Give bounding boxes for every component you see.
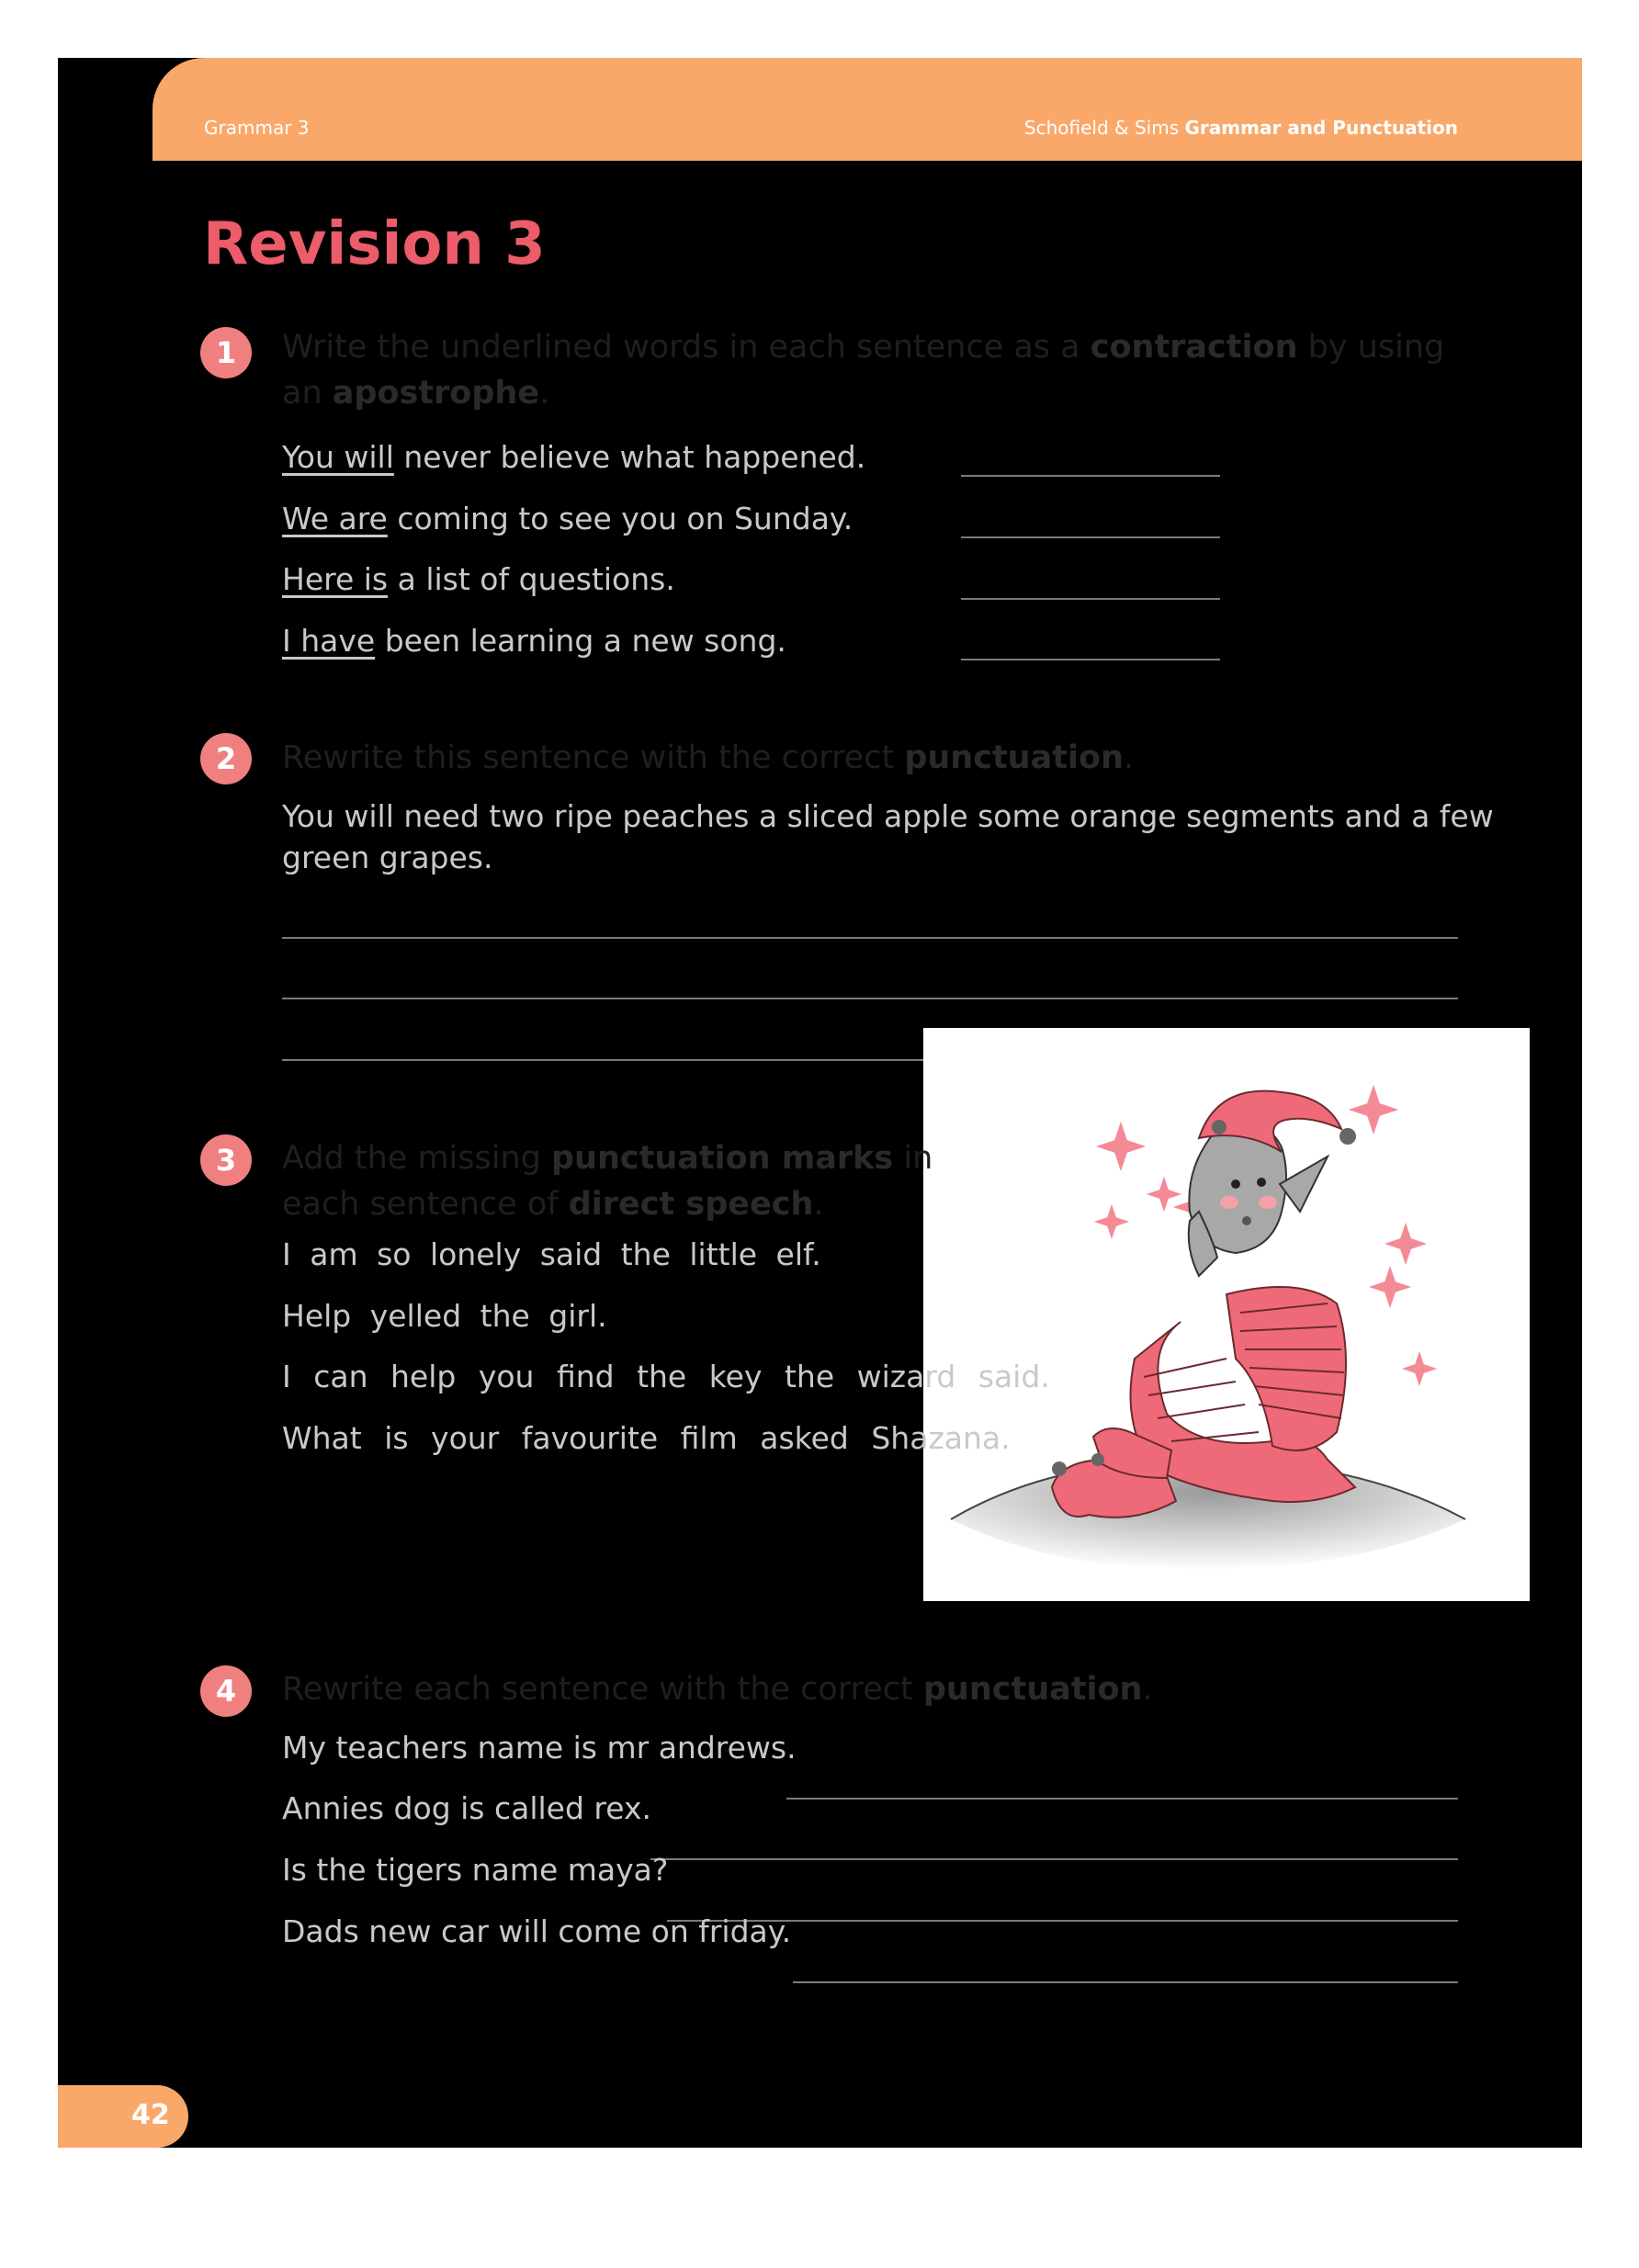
worksheet-page — [58, 58, 1582, 2148]
elf-icon — [923, 1028, 1530, 1601]
q4-answer-line-2[interactable] — [650, 1858, 1458, 1860]
question-3-instruction: Add the missing punctuation marks in each sentence of direct speech. — [282, 1140, 933, 1223]
q2-answer-line-1[interactable] — [282, 937, 1458, 939]
q2-answer-line-2[interactable] — [282, 998, 1458, 999]
header-bar — [153, 58, 1582, 161]
question-number-1: 1 — [200, 327, 252, 378]
question-number-2: 2 — [200, 733, 252, 784]
header-subject: Grammar 3 — [204, 117, 310, 139]
question-1-instruction: Write the underlined words in each sentence as a contraction by using an apostrophe. — [282, 329, 1445, 412]
q1-sentence-2: We are coming to see you on Sunday. — [282, 501, 853, 536]
q1-answer-line-2[interactable] — [961, 536, 1220, 538]
q4-answer-line-4[interactable] — [793, 1981, 1458, 1983]
q1-answer-line-1[interactable] — [961, 475, 1220, 477]
page-title: Revision 3 — [203, 210, 546, 278]
q1-sentence-4: I have been learning a new song. — [282, 623, 786, 659]
q3-sentence-3: I can help you find the key the wizard said. — [282, 1359, 1050, 1394]
elf-illustration — [923, 1028, 1530, 1601]
q1-answer-line-4[interactable] — [961, 659, 1220, 660]
question-4-instruction: Rewrite each sentence with the correct punctuation. — [282, 1671, 1153, 1708]
q1-sentence-1: You will never believe what happened. — [282, 439, 866, 475]
q4-sentence-4: Dads new car will come on friday. — [282, 1913, 792, 1949]
q3-sentence-2: Help yelled the girl. — [282, 1298, 607, 1334]
header-publisher: Schofield & Sims Grammar and Punctuation — [1023, 117, 1458, 139]
q3-sentence-1: I am so lonely said the little elf. — [282, 1236, 821, 1272]
question-number-3: 3 — [200, 1134, 252, 1186]
q3-sentence-4: What is your favourite film asked Shazana. — [282, 1420, 1011, 1456]
q4-sentence-1: My teachers name is mr andrews. — [282, 1730, 797, 1766]
q4-sentence-3: Is the tigers name maya? — [282, 1852, 669, 1888]
question-number-4: 4 — [200, 1665, 252, 1717]
question-2-instruction: Rewrite this sentence with the correct punctuation. — [282, 739, 1135, 776]
q4-answer-line-1[interactable] — [786, 1798, 1458, 1800]
q4-sentence-2: Annies dog is called rex. — [282, 1790, 652, 1826]
q2-sentence: You will need two ripe peaches a sliced apple some orange segments and a few green grapes. — [282, 798, 1494, 875]
q1-answer-line-3[interactable] — [961, 598, 1220, 600]
page-number: 42 — [131, 2099, 170, 2131]
q1-sentence-3: Here is a list of questions. — [282, 561, 675, 597]
